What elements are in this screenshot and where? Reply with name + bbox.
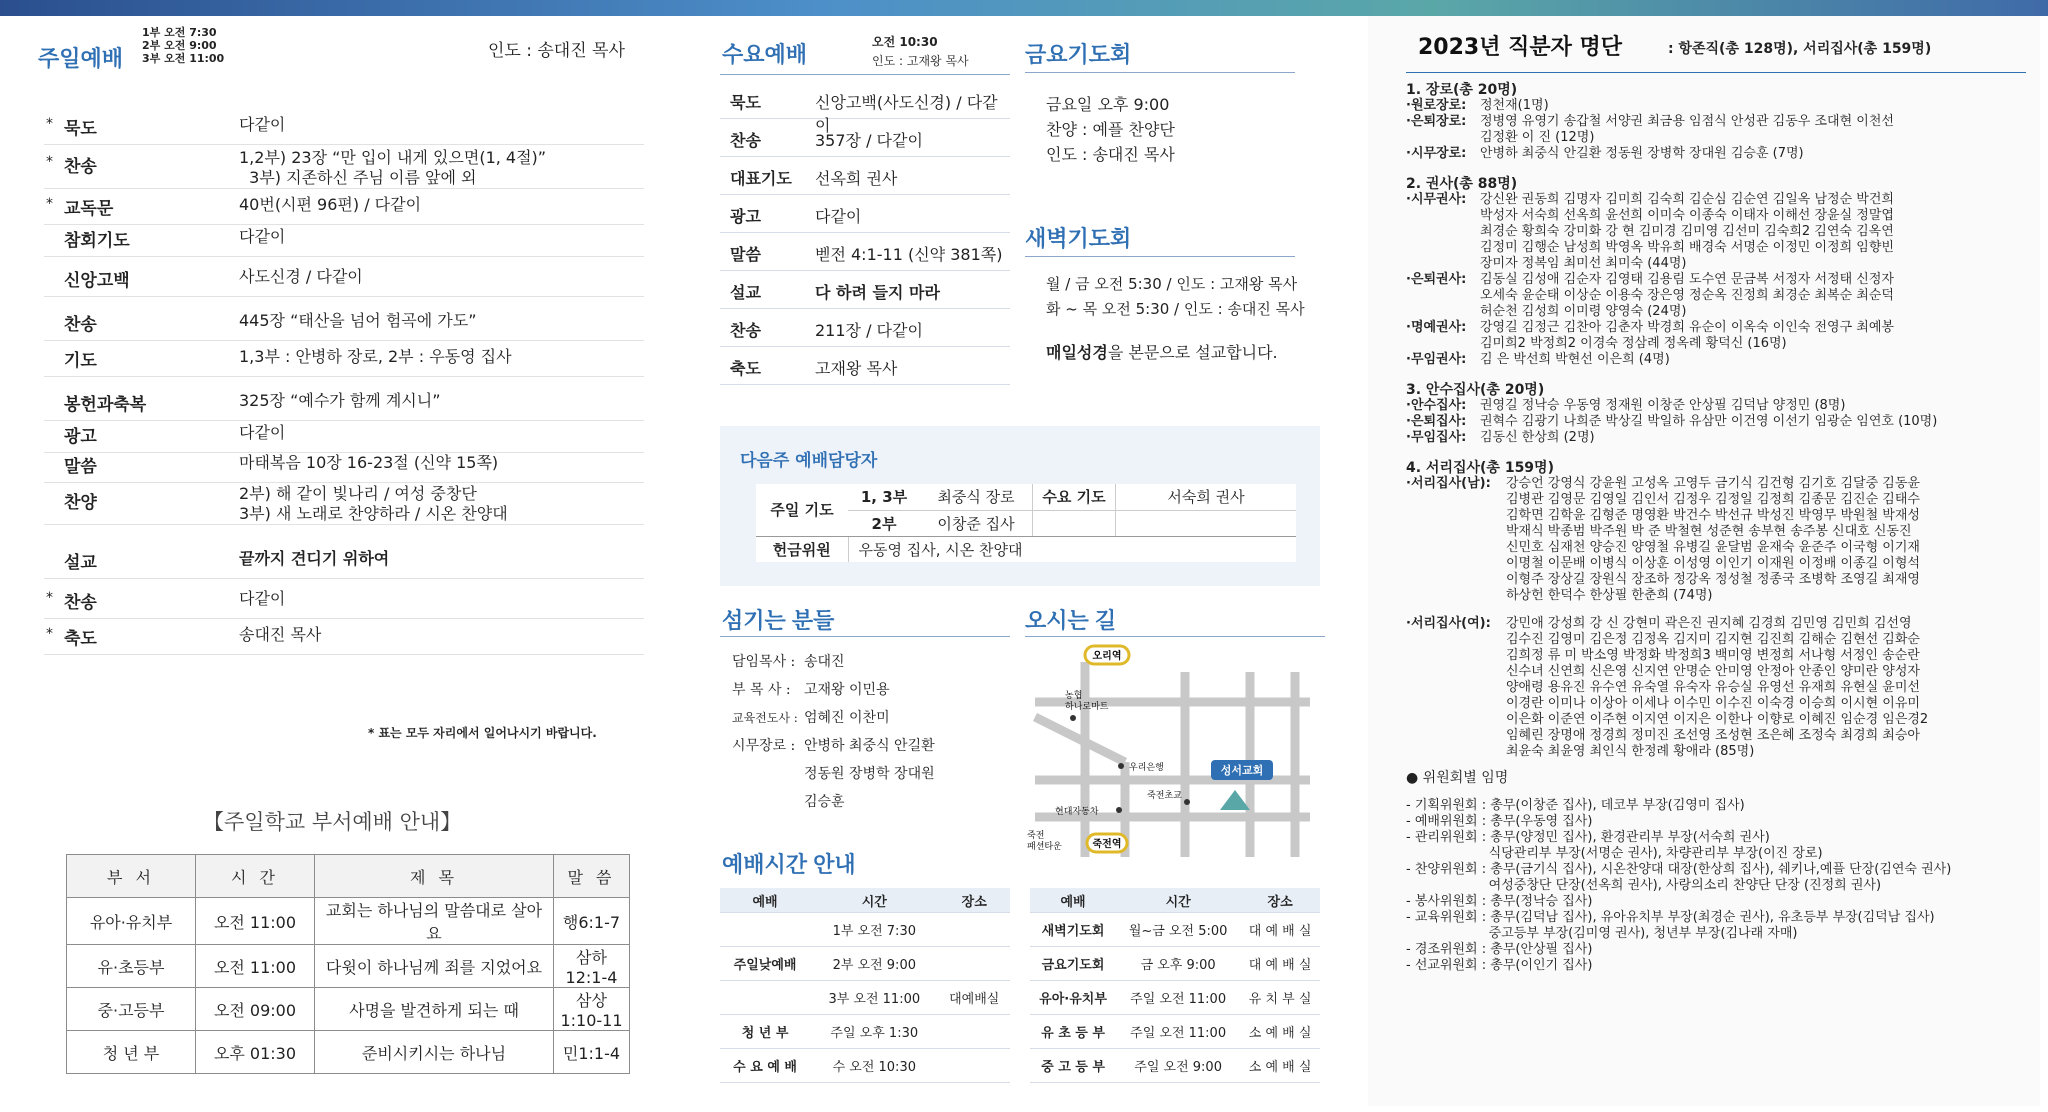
table-row [67,1031,630,1074]
school-cell: 중·고등부 [67,988,196,1031]
school-header-time: 시 간 [196,855,315,898]
roster-role: ·은퇴집사: [1406,414,1467,429]
server-role: 부 목 사 : [732,682,791,698]
committee-line: 여성중창단 단장(선옥희 권사), 사랑의소리 찬양단 단장 (진정희 권사) [1406,878,1882,893]
standing-mark: * [46,626,53,642]
roster-group [1406,146,2038,162]
order-value: 325장 “예수가 함께 계시니” [239,391,441,410]
order-value: 신앙고백(사도신경) / 다같이 [815,93,998,135]
order-label: 대표기도 [730,169,792,188]
wt-cell: 중 고 등 부 [1030,1049,1116,1083]
roster-group [1406,476,2038,604]
wt-cell: 수 요 예 배 [720,1049,810,1083]
table-row [720,1015,1010,1049]
order-value: 다 하려 들지 마라 [815,283,940,302]
servers-title: 섬기는 분들 [722,608,835,633]
wt-cell: 월~금 오전 5:00 [1116,913,1240,947]
order-label: 설교 [730,283,761,302]
wt-cell: 금요기도회 [1030,947,1116,981]
map-title: 오시는 길 [1025,608,1117,633]
wt-cell: 주일 오전 11:00 [1116,981,1240,1015]
order-value: 마태복음 10장 16-23절 (신약 15쪽) [239,453,499,472]
roster-role: ·명예권사: [1406,320,1467,335]
order-value: 다같이 [815,207,862,226]
sunday-time-2: 2부 오전 9:00 [142,39,217,52]
roster-section [1406,176,2038,368]
roster-section [1406,460,2038,760]
sunday-order-row [44,482,644,525]
school-cell: 유아·유치부 [67,898,196,945]
roster-names: 김동실 김성애 김순자 김영태 김용림 도수연 문금복 서정자 서정태 신정자 오세숙 윤순태 이상순 이용숙 장은영 정순옥 진정희 최경순 최복순 최순덕 허순천 김성희 이미령 양영숙 (24명) [1480,272,1894,319]
sunday-time-3: 3부 오전 11:00 [142,52,225,65]
next-week-title: 다음주 예배담당자 [740,451,878,471]
order-value: 다같이 [239,115,286,134]
order-label: 찬송 [730,321,761,340]
sunday-leader: 인도 : 송대진 목사 [488,41,625,61]
server-row [732,704,935,732]
sunday-order-row [44,220,644,257]
roster-section-head: 3. 안수집사(총 20명) [1406,382,1545,398]
wt-cell: 소 예 배 실 [1240,1015,1320,1049]
wt-cell: 주일 오전 11:00 [1116,1015,1240,1049]
fashion-town-label: 죽전 패션타운 [1027,831,1062,852]
order-label: 신앙고백 [64,271,130,291]
sunday-order-row [44,304,644,341]
roster-group [1406,272,2038,320]
directions-map [1025,642,1325,862]
order-label: 말씀 [730,245,761,264]
wt-header: 장소 [1240,888,1320,913]
roster-body [1406,82,2038,974]
dawn-line: 월 / 금 오전 5:30 / 인도 : 고재왕 목사 [1046,275,1298,293]
roster-names: 정천재(1명) [1480,98,1549,113]
roster-names: 강승언 강영식 강윤원 고성옥 고영두 금기식 김건형 김기호 김달중 김동윤 김병관 김영문 김영일 김인서 김정우 김정일 김정희 김종문 김진순 김태수 김학면 김학윤 김형준 명영환 박건수 박선규 박성진 박영무 박원철 박재성 박재식 박종범 박주원 박 준 박철현 성준현 송부현 송주봉 신대호 신동진 신민호 심재천 양승진 양영철 유병길 윤달범 윤재숙 윤준주 이국형 이기재 이명철 이문배 이병식 이상훈 이성영 이인기 이재원 이정배 이종길 이형석 이형주 장상길 장원식 장조하 정강옥 정성철 정종국 조병학 조영길 최재영 하상헌 한덕수 한상필 한춘희 (74명) [1506,476,1920,603]
offering-names: 우동영 집사, 시온 찬양대 [848,536,1296,562]
wednesday-leader: 인도 : 고재왕 목사 [872,54,969,68]
wt-header: 장소 [938,888,1010,913]
order-value: 1,3부 : 안병하 장로, 2부 : 우동영 집사 [239,347,512,366]
dawn-note [1046,340,1305,365]
school-cell: 준비시키시는 하나님 [315,1031,554,1074]
school-cell: 삼하12:1-4 [554,945,630,988]
server-names: 정동원 장병학 장대원 [804,766,935,782]
roster-title: 2023년 직분자 명단 [1418,35,1623,60]
order-label: 설교 [64,553,97,573]
hyundai-label: 현대자동차 [1055,807,1099,817]
school-cell: 유·초등부 [67,945,196,988]
order-label: 찬양 [64,493,97,513]
roster-group [1406,430,2038,446]
friday-line: 찬양 : 예플 찬양단 [1046,120,1175,139]
server-row [732,760,935,788]
sunday-order-row [44,542,644,579]
order-value: 40번(시편 96편) / 다같이 [239,195,422,214]
friday-line: 인도 : 송대진 목사 [1046,145,1175,164]
sunday-order-row [44,446,644,483]
p2-name: 이창준 집사 [920,510,1033,536]
server-role: 담임목사 : [732,654,796,670]
sunday-times [142,26,224,65]
standing-mark: * [46,154,53,170]
roster-names: 강신완 권동희 김명자 김미희 김숙희 김순심 김순연 김일옥 남정순 박건희 박성자 서숙희 선옥희 윤선희 이미숙 이종숙 이태자 이해선 장윤실 정말엽 최경순 황희숙 강미화 강 현 김미경 김미영 김선미 김숙희2 김연숙 김옥연 김정미 김행순 남성희 박영옥 박유희 배경숙 서명순 이정민 이정희 임향빈 장미자 정복임 최미선 최미숙 (44명) [1480,192,1894,271]
dawn-info [1046,272,1305,365]
standing-mark: * [46,116,53,132]
sunday-order-row [44,618,644,655]
school-cell: 오전 11:00 [196,898,315,945]
wednesday-order-row [720,120,1010,157]
sunday-order-row [44,108,644,145]
standing-mark: * [46,590,53,606]
order-value: 211장 / 다같이 [815,321,923,340]
school-cell: 오후 01:30 [196,1031,315,1074]
table-row [1030,913,1320,947]
order-label: 기도 [64,351,97,371]
wednesday-order-row [720,82,1010,135]
standing-note: * 표는 모두 자리에서 일어나시기 바랍니다. [368,726,597,740]
school-cell: 오전 09:00 [196,988,315,1031]
dawn-title: 새벽기도회 [1025,226,1132,251]
jukjeon-school-label: 죽전초교 [1147,791,1182,801]
roster-names: 강영길 김정근 김찬아 김춘자 박경희 유순이 이옥숙 이인숙 전영구 최예봉 김미희2 박정희2 이경숙 정삼례 정옥례 황덕신 (16명) [1480,320,1894,351]
roster-names: 김동신 한상희 (2명) [1480,430,1595,445]
wt-cell: 대 예 배 실 [1240,913,1320,947]
wt-cell: 금 오후 9:00 [1116,947,1240,981]
server-names: 안병하 최중식 안길환 [804,738,935,754]
wt-cell [720,981,810,1015]
p1-label: 1, 3부 [848,484,920,510]
roster-role: ·서리집사(여): [1406,616,1491,631]
p1-name: 최중식 장로 [920,484,1033,510]
server-names: 고재왕 이민용 [804,682,890,698]
roster-role: ·서리집사(남): [1406,476,1491,491]
roster-group [1406,352,2038,368]
school-cell: 사명을 발견하게 되는 때 [315,988,554,1031]
woori-label: 우리은행 [1129,763,1164,773]
school-cell: 교회는 하나님의 말씀대로 살아요 [315,898,554,945]
committee-line: - 관리위원회 : 총무(양정민 집사), 환경관리부 부장(서숙희 권사) [1406,830,1770,845]
worship-times-right-table [1030,888,1320,1083]
table-row [67,898,630,945]
committee-line: - 예배위원회 : 총무(우동영 집사) [1406,814,1593,829]
wt-cell: 주일 오후 1:30 [810,1015,938,1049]
committee-line: - 교육위원회 : 총무(김덕남 집사), 유아유치부 부장(최경순 권사), 유초등부 부장(김덕남 집사) [1406,910,1935,925]
wt-cell [720,913,810,947]
roster-column [1368,16,2040,1106]
committee-line: - 봉사위원회 : 총무(정낙승 집사) [1406,894,1593,909]
wednesday-order-row [720,196,1010,233]
wednesday-time: 오전 10:30 [872,35,938,49]
wt-cell: 3부 오전 11:00 [810,981,938,1015]
roster-group [1406,414,2038,430]
worship-times-title: 예배시간 안내 [722,852,856,877]
sunday-title: 주일예배 [38,46,124,71]
jukjeon-station-label: 죽전역 [1092,839,1122,850]
order-label: 축도 [730,359,761,378]
wt-cell: 1부 오전 7:30 [810,913,938,947]
committee-title: 위원회별 임명 [1422,770,1509,786]
school-header-verse: 말 씀 [554,855,630,898]
table-row [720,947,1010,981]
p2-label: 2부 [848,510,920,536]
server-row [732,676,935,704]
roster-section-head: 1. 장로(총 20명) [1406,82,1518,98]
server-role: 교육전도사 : [732,711,798,725]
committee-line: - 경조위원회 : 총무(안상필 집사) [1406,942,1593,957]
wt-cell: 유아·유치부 [1030,981,1116,1015]
order-value: 1,2부) 23장 “만 입이 내게 있으면(1, 4절)” 3부) 지존하신 주님 이름 앞에 외 [239,148,547,187]
order-value: 다같이 [239,423,286,442]
wed-prayer-name: 서숙희 권사 [1116,484,1297,510]
order-value: 선옥희 권사 [815,169,898,188]
wt-cell: 대예배실 [938,981,1010,1015]
wt-cell [938,1015,1010,1049]
school-title: 【주일학교 부서예배 안내】 [203,810,462,834]
order-label: 광고 [730,207,761,226]
wt-cell: 새벽기도회 [1030,913,1116,947]
order-value: 송대진 목사 [239,625,322,644]
school-cell: 행6:1-7 [554,898,630,945]
roster-group [1406,398,2038,414]
school-cell: 청 년 부 [67,1031,196,1074]
server-role: 시무장로 : [732,738,796,754]
wt-cell: 주일낮예배 [720,947,810,981]
school-header-dept: 부 서 [67,855,196,898]
sunday-order-row [44,146,644,189]
dawn-note-bold: 매일성경 [1046,343,1108,362]
wt-header: 시간 [810,888,938,913]
order-label: 찬송 [64,593,97,613]
table-row [1030,981,1320,1015]
next-week-table [756,484,1296,562]
order-label: 교독문 [64,199,114,219]
wt-cell [938,947,1010,981]
order-value: 벧전 4:1-11 (신약 381쪽) [815,245,1003,264]
table-row [720,981,1010,1015]
wednesday-order-row [720,158,1010,195]
wt-cell: 2부 오전 9:00 [810,947,938,981]
roster-group [1406,320,2038,352]
roster-role: ·무임권사: [1406,352,1467,367]
order-value: 다같이 [239,589,286,608]
roster-names: 안병하 최중식 안길환 정동원 장병학 장대원 김승훈 (7명) [1480,146,1804,161]
friday-title: 금요기도회 [1025,42,1132,67]
order-label: 묵도 [64,119,97,139]
wt-cell [938,1049,1010,1083]
roster-role: ·안수집사: [1406,398,1467,413]
table-row [67,945,630,988]
order-value: 고재왕 목사 [815,359,898,378]
order-label: 찬송 [64,157,97,177]
table-row [67,988,630,1031]
roster-role: ·은퇴장로: [1406,114,1467,129]
roster-role: ·은퇴권사: [1406,272,1467,287]
roster-group [1406,114,2038,146]
school-header-title: 제 목 [315,855,554,898]
wt-header: 예배 [720,888,810,913]
roster-role: ·원로장로: [1406,98,1467,113]
order-label: 묵도 [730,93,761,112]
standing-mark: * [46,196,53,212]
roster-role: ·시무장로: [1406,146,1467,161]
roster-group [1406,98,2038,114]
wt-cell: 주일 오전 9:00 [1116,1049,1240,1083]
wt-header: 시간 [1116,888,1240,913]
order-label: 축도 [64,629,97,649]
friday-info [1046,92,1175,167]
sunday-order [44,108,644,728]
wt-cell: 대 예 배 실 [1240,947,1320,981]
order-value: 사도신경 / 다같이 [239,267,363,286]
dawn-note-rest: 을 본문으로 설교합니다. [1107,343,1278,362]
roster-section-head: 4. 서리집사(총 159명) [1406,460,1554,476]
sunday-order-row [44,582,644,619]
table-row [720,913,1010,947]
prayer-label: 주일 기도 [756,484,848,536]
table-row [1030,947,1320,981]
dawn-line: 화 ~ 목 오전 5:30 / 인도 : 송대진 목사 [1046,300,1305,318]
server-row [732,732,935,760]
table-row [720,1049,1010,1083]
roster-role: ·무임집사: [1406,430,1467,445]
wt-cell [938,913,1010,947]
roster-section [1406,82,2038,162]
committee-line: 식당관리부 부장(서명순 권사), 차량관리부 부장(이진 장로) [1406,846,1823,861]
committee-line: - 선교위원회 : 총무(이인기 집사) [1406,958,1593,973]
roster-group [1406,192,2038,272]
table-row [1030,1015,1320,1049]
committee-heading [1406,770,2038,786]
roster-role: ·시무권사: [1406,192,1467,207]
wednesday-order-row [720,348,1010,385]
school-table [66,854,630,1074]
order-label: 찬송 [730,131,761,150]
wednesday-title: 수요예배 [722,42,808,67]
roster-names: 김 은 박선희 박현선 이은희 (4명) [1480,352,1670,367]
order-label: 봉헌과축복 [64,395,147,415]
sunday-order-row [44,260,644,297]
committee-line: - 기획위원회 : 총무(이창준 집사), 데코부 부장(김영미 집사) [1406,798,1745,813]
committee-line: - 찬양위원회 : 총무(금기식 집사), 시온찬양대 대장(한상희 집사), 쉐키나,예플 단장(김연숙 권사) [1406,862,1952,877]
bullet-icon: ● [1406,770,1423,786]
order-value: 357장 / 다같이 [815,131,923,150]
wt-cell: 유 초 등 부 [1030,1015,1116,1049]
roster-section-head: 2. 권사(총 88명) [1406,176,1518,192]
top-gradient-bar [0,0,2048,16]
server-names: 송대진 [804,654,845,670]
wt-cell: 수 오전 10:30 [810,1049,938,1083]
servers-list [732,648,935,816]
order-value: 2부) 해 같이 빛나리 / 여성 중창단 3부) 새 노래로 찬양하라 / 시온 찬양대 [239,484,508,523]
friday-line: 금요일 오후 9:00 [1046,95,1170,114]
wednesday-order-row [720,272,1010,309]
offering-label: 헌금위원 [772,540,831,559]
school-cell: 오전 11:00 [196,945,315,988]
roster-names: 권혁수 김광기 나희준 박상길 박일하 유삼만 이건영 이선기 임광순 임연호 (10명) [1480,414,1938,429]
roster-names: 정병영 유영기 송갑철 서양권 최금용 임점식 안성관 김동우 조대현 이천선 김정환 이 진 (12명) [1480,114,1894,145]
server-names: 엄혜진 이찬미 [804,710,890,726]
committee-line: 중고등부 부장(김미영 권사), 청년부 부장(김나래 자매) [1406,926,1798,941]
wt-cell: 소 예 배 실 [1240,1049,1320,1083]
wt-cell: 청 년 부 [720,1015,810,1049]
order-label: 참회기도 [64,231,130,251]
roster-group [1406,616,2038,760]
worship-times-left-table [720,888,1010,1083]
server-names: 김승훈 [804,794,845,810]
table-row [1030,1049,1320,1083]
order-label: 말씀 [64,457,97,477]
order-value: 다같이 [239,227,286,246]
wednesday-order [720,82,1010,392]
wednesday-order-row [720,310,1010,347]
server-row [732,648,935,676]
order-value: 445장 “태산을 넘어 험곡에 가도” [239,311,477,330]
school-cell: 다윗이 하나님께 죄를 지었어요 [315,945,554,988]
server-row [732,788,935,816]
roster-section [1406,382,2038,446]
wt-header: 예배 [1030,888,1116,913]
nonghyup-label: 농협 하나로마트 [1065,691,1109,712]
wed-prayer-label: 수요 기도 [1033,484,1116,510]
wt-cell: 유 치 부 실 [1240,981,1320,1015]
sunday-order-row [44,340,644,377]
roster-names: 권영길 정낙승 우동영 정재원 이창준 안상필 김덕남 양정민 (8명) [1480,398,1846,413]
wednesday-order-row [720,234,1010,271]
roster-subtitle: : 항존직(총 128명), 서리집사(총 159명) [1668,41,1932,57]
roster-names: 강민애 강성희 강 신 강현미 곽은진 권지혜 김경희 김민영 김민희 김선영 김수진 김영미 김은정 김정옥 김지미 김지현 김진희 김해순 김현선 김화순 김희정 류 미 박소영 박정화 박정희3 백미영 변정희 서나형 서정인 송순란 신수녀 신연희 신은영 신지연 안명순 안미영 안정아 안종인 양미란 양성자 양애령 용유진 유수연 유숙열 유숙자 유승실 유영선 유재희 유현실 윤미선 이경란 이미나 이상아 이세나 이수민 이수진 이숙경 이승희 이시현 이유미 이은화 이준연 이주현 이지연 이지은 이한나 이향로 이혜진 임순경 임은경2 임혜린 장명애 정경희 정미진 조선영 조성현 조은혜 조정숙 최경희 최승아 최윤숙 최윤영 최인식 한정례 황애라 (85명) [1506,616,1929,759]
school-cell: 민1:1-4 [554,1031,630,1074]
order-label: 찬송 [64,315,97,335]
orimyeon-label: 오리역 [1092,651,1122,662]
church-label: 성서교회 [1220,764,1264,777]
order-value: 끝까지 견디기 위하여 [239,549,390,568]
order-label: 광고 [64,427,97,447]
sunday-time-1: 1부 오전 7:30 [142,26,217,39]
school-cell: 삼상1:10-11 [554,988,630,1031]
